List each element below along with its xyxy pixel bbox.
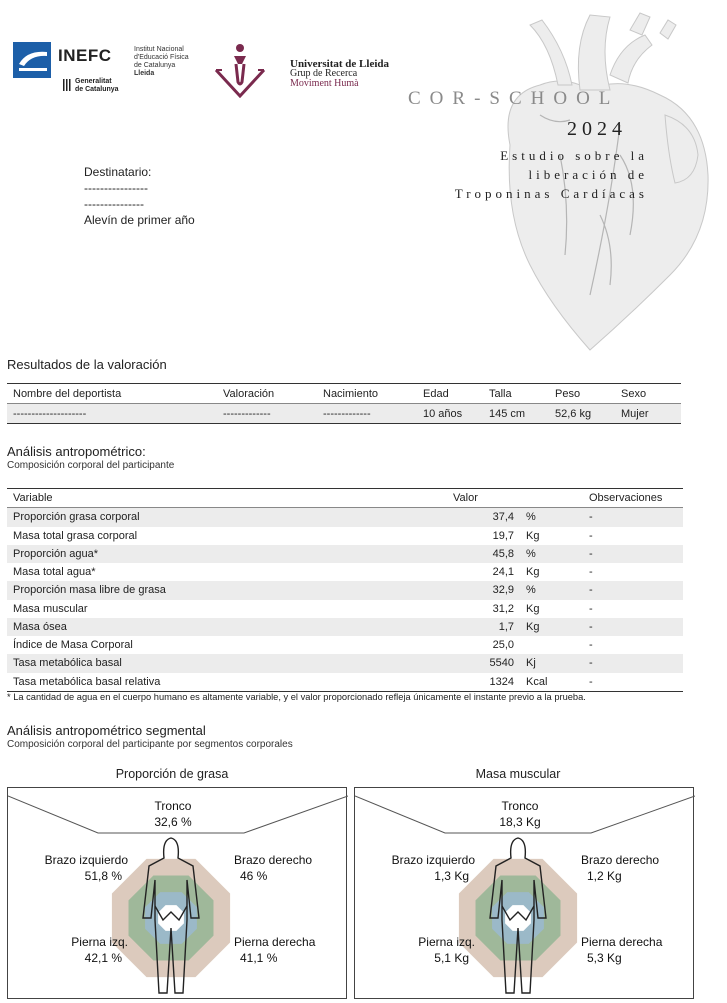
segment-trunk <box>355 798 685 830</box>
table-row <box>7 527 683 545</box>
table-row <box>7 581 683 599</box>
udl-text: Universitat de Lleida Grup de Recerca Moviment Humà <box>290 58 389 89</box>
cell-value: 1324 <box>489 675 514 688</box>
inefc-subtitle: Institut Nacional d'Educació Física de Catalunya Lleida <box>134 46 189 77</box>
table-row <box>7 404 681 424</box>
segment-value: 41,1 % <box>240 951 278 965</box>
inefc-logo-icon <box>13 42 51 78</box>
segment-trunk <box>8 798 338 830</box>
sex: Mujer <box>621 407 649 420</box>
cell-unit <box>526 636 589 654</box>
cell-obs: - <box>589 675 593 688</box>
height: 145 cm <box>489 407 526 420</box>
results-header-cell: Edad <box>423 387 449 400</box>
cell-value: 32,9 <box>492 584 514 597</box>
segment-label: Tronco <box>501 799 539 813</box>
inefc-name: INEFC <box>58 46 112 65</box>
segment-right-leg <box>234 934 344 966</box>
assessment: ------------- <box>223 407 271 420</box>
segment-value: 46 % <box>240 869 268 883</box>
weight: 52,6 kg <box>555 407 592 420</box>
cell-variable: Masa muscular <box>13 602 88 615</box>
cell-unit: Kg <box>526 529 540 542</box>
project-title: COR-SCHOOL <box>408 88 620 109</box>
cell-obs: - <box>589 657 593 670</box>
cell-obs: - <box>589 511 593 524</box>
segment-label: Tronco <box>154 799 192 813</box>
table-row <box>7 508 683 527</box>
cell-unit: Kj <box>526 657 536 670</box>
fat-panel-title: Proporción de grasa <box>115 767 229 781</box>
generalitat-icon <box>63 79 72 91</box>
segment-value: 51,8 % <box>84 869 122 883</box>
results-title: Resultados de la valoración <box>7 357 167 372</box>
cell-unit: Kcal <box>526 675 548 688</box>
table-row <box>7 545 683 563</box>
header-observations: Observaciones <box>589 492 663 505</box>
table-row <box>7 654 683 672</box>
segment-label: Pierna derecha <box>581 935 663 949</box>
results-header-cell: Talla <box>489 387 512 400</box>
segmental-title: Análisis antropométrico segmental <box>7 723 206 738</box>
water-footnote: * La cantidad de agua en el cuerpo humano es altamente variable, y el valor proporcionado refleja únicamente el instante previo a la prueba. <box>7 692 586 702</box>
results-table <box>7 383 681 424</box>
segment-left-arm <box>365 852 475 884</box>
anthropometric-title: Análisis antropométrico: <box>7 444 146 459</box>
segment-value: 1,2 Kg <box>587 869 622 883</box>
segmental-subtitle: Composición corporal del participante por segmentos corporales <box>7 739 293 750</box>
cell-variable: Proporción grasa corporal <box>13 511 140 524</box>
segment-label: Brazo derecho <box>234 853 313 867</box>
results-header-cell: Nombre del deportista <box>13 387 122 400</box>
cell-unit: % <box>526 511 536 524</box>
segment-value: 18,3 Kg <box>499 815 541 829</box>
cell-value: 5540 <box>489 657 514 670</box>
table-row <box>7 618 683 636</box>
cell-variable: Proporción masa libre de grasa <box>13 584 166 597</box>
cell-value: 25,0 <box>492 639 514 652</box>
cell-variable: Masa total agua* <box>13 566 96 579</box>
segment-left-leg <box>365 934 475 966</box>
recipient-line-1: ---------------- <box>84 181 148 195</box>
cell-variable: Índice de Masa Corporal <box>13 639 133 652</box>
segment-label: Brazo derecho <box>581 853 660 867</box>
cell-variable: Tasa metabólica basal relativa <box>13 675 161 688</box>
header-value: Valor <box>453 492 478 505</box>
segment-left-leg <box>18 934 128 966</box>
cell-value: 19,7 <box>492 529 514 542</box>
segment-left-arm <box>18 852 128 884</box>
results-header-cell: Nacimiento <box>323 387 379 400</box>
table-row <box>7 600 683 618</box>
results-header-cell: Valoración <box>223 387 275 400</box>
muscle-panel-title: Masa muscular <box>475 767 561 781</box>
project-year: 2024 <box>567 118 627 140</box>
segment-value: 5,3 Kg <box>587 951 622 965</box>
segment-value: 1,3 Kg <box>434 869 469 883</box>
cell-obs: - <box>589 547 593 560</box>
udl-logo-icon <box>212 42 268 98</box>
results-header-cell: Sexo <box>621 387 647 400</box>
table-row <box>7 673 683 692</box>
segment-label: Brazo izquierdo <box>391 853 475 867</box>
cell-unit: Kg <box>526 602 540 615</box>
cell-variable: Tasa metabólica basal <box>13 657 122 670</box>
segment-label: Pierna izq. <box>418 935 475 949</box>
segment-value: 42,1 % <box>84 951 122 965</box>
recipient-line-2: --------------- <box>84 197 144 211</box>
cell-unit: Kg <box>526 620 540 633</box>
segment-right-arm <box>581 852 691 884</box>
table-row <box>7 636 683 654</box>
header-variable: Variable <box>13 492 53 505</box>
segment-value: 32,6 % <box>154 815 192 829</box>
anthropometric-subtitle: Composición corporal del participante <box>7 460 175 471</box>
generalitat-text: Generalitat de Catalunya <box>75 78 119 93</box>
segment-value: 5,1 Kg <box>434 951 469 965</box>
cell-unit: % <box>526 547 536 560</box>
cell-variable: Masa total grasa corporal <box>13 529 138 542</box>
cell-value: 45,8 <box>492 547 514 560</box>
cell-obs: - <box>589 584 593 597</box>
segment-label: Pierna derecha <box>234 935 316 949</box>
cell-obs: - <box>589 639 593 652</box>
cell-value: 31,2 <box>492 602 514 615</box>
segment-label: Brazo izquierdo <box>44 853 128 867</box>
fat-segment-panel <box>7 787 347 999</box>
recipient-block <box>84 164 195 228</box>
recipient-category: Alevín de primer año <box>84 213 195 227</box>
muscle-segment-panel <box>354 787 694 999</box>
recipient-label: Destinatario: <box>84 165 152 179</box>
cell-unit: Kg <box>526 566 540 579</box>
segment-right-leg <box>581 934 691 966</box>
table-row <box>7 563 683 581</box>
athlete-name: -------------------- <box>13 407 87 420</box>
cell-value: 37,4 <box>492 511 514 524</box>
cell-obs: - <box>589 566 593 579</box>
study-title: Estudio sobre la liberación de Troponinas Cardíacas <box>454 148 648 201</box>
cell-unit: % <box>526 584 536 597</box>
segment-right-arm <box>234 852 344 884</box>
results-header-cell: Peso <box>555 387 581 400</box>
age: 10 años <box>423 407 463 420</box>
cell-obs: - <box>589 602 593 615</box>
cell-obs: - <box>589 620 593 633</box>
cell-value: 24,1 <box>492 566 514 579</box>
composition-table <box>7 488 683 692</box>
cell-variable: Proporción agua* <box>13 547 99 560</box>
birth-date: ------------- <box>323 407 371 420</box>
cell-obs: - <box>589 529 593 542</box>
cell-variable: Masa ósea <box>13 620 67 633</box>
segment-label: Pierna izq. <box>71 935 128 949</box>
cell-value: 1,7 <box>498 620 514 633</box>
